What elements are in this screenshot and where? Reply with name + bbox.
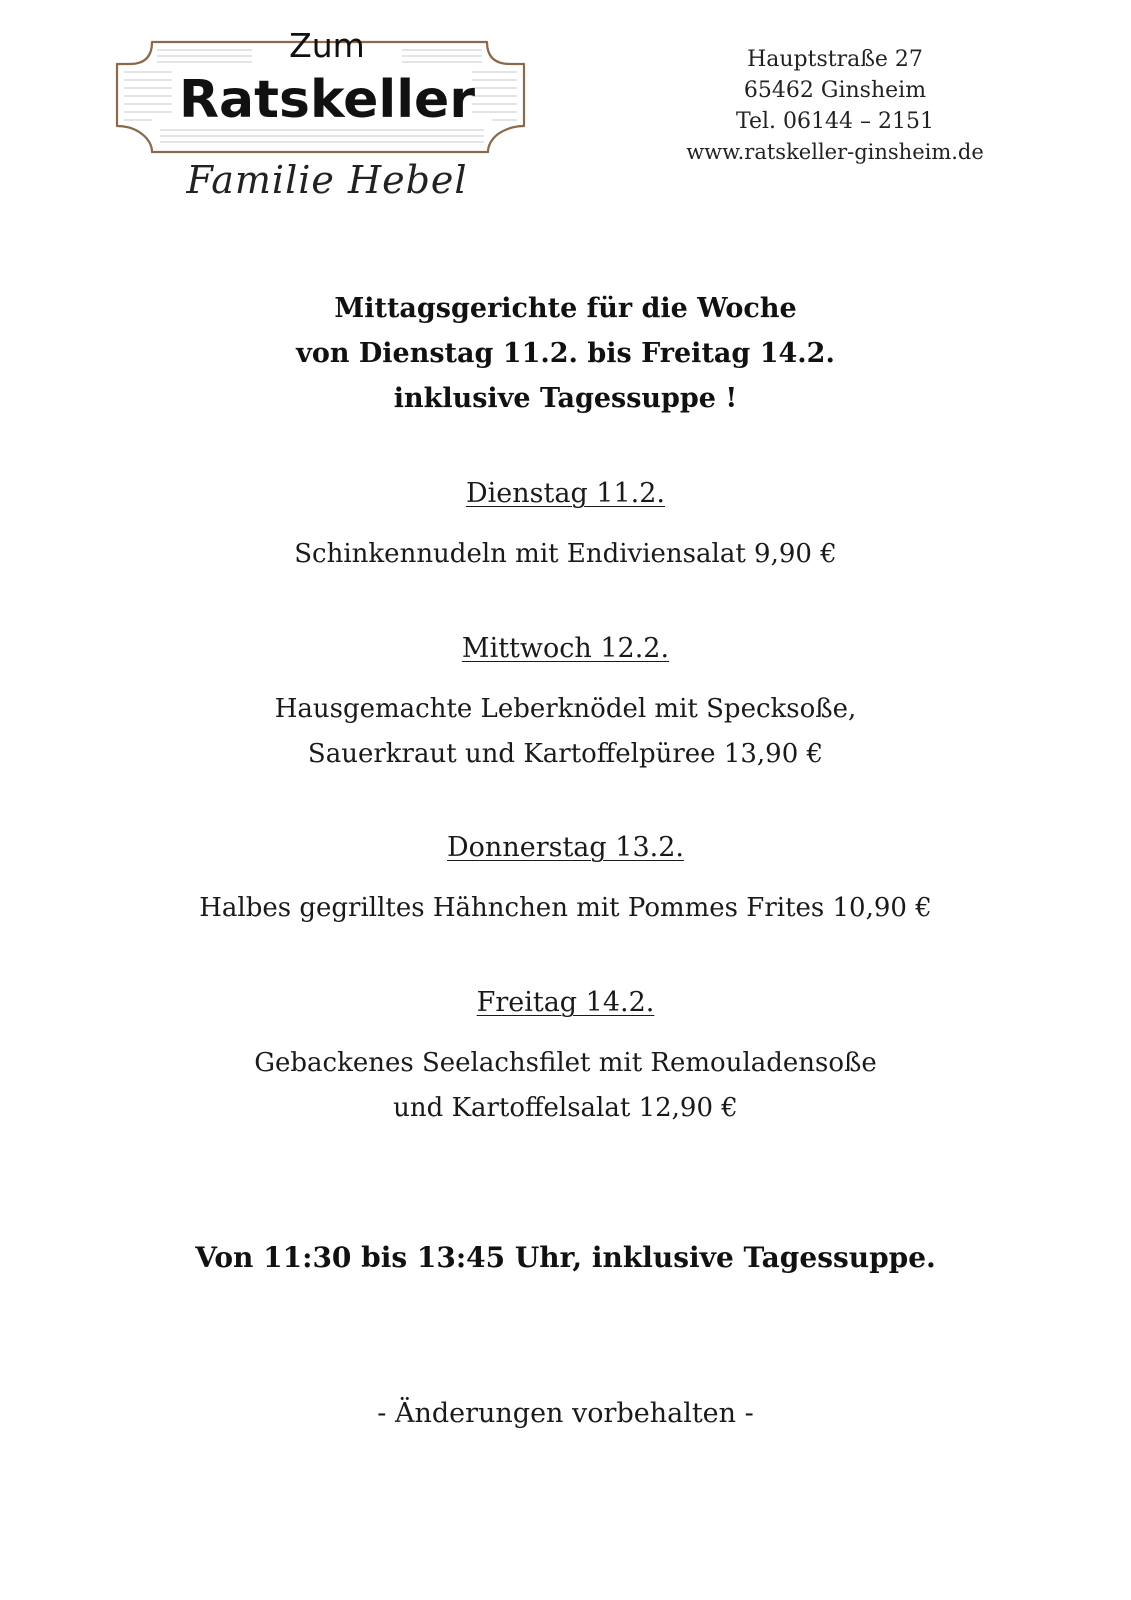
- day-title: Dienstag 11.2.: [465, 478, 666, 509]
- day-title: Mittwoch 12.2.: [461, 633, 670, 664]
- menu-heading: [0, 286, 1131, 421]
- day-title: Donnerstag 13.2.: [447, 832, 684, 863]
- logo-restaurant-name: Ratskeller: [179, 70, 475, 130]
- address-phone: Tel. 06144 – 2151: [736, 109, 934, 134]
- heading-line-3: inklusive Tagessuppe !: [393, 383, 738, 414]
- logo-zum-text: Zum: [289, 26, 365, 65]
- day-section-thursday: [0, 830, 1131, 931]
- address-city: 65462 Ginsheim: [743, 78, 927, 103]
- dish-line: Sauerkraut und Kartoffelpüree 13,90 €: [307, 739, 824, 769]
- disclaimer-note: - Änderungen vorbehalten -: [377, 1398, 754, 1429]
- day-section-wednesday: [0, 631, 1131, 777]
- heading-line-2: von Dienstag 11.2. bis Freitag 14.2.: [296, 338, 835, 369]
- dish-line: Hausgemachte Leberknödel mit Specksoße,: [274, 694, 857, 724]
- dish-line: Schinkennudeln mit Endiviensalat 9,90 €: [294, 539, 837, 569]
- address-block: [655, 44, 1015, 168]
- logo-family-signature: Familie Hebel: [186, 158, 468, 202]
- address-website: www.ratskeller-ginsheim.de: [686, 140, 984, 164]
- day-section-friday: [0, 985, 1131, 1131]
- heading-line-1: Mittagsgerichte für die Woche: [334, 293, 797, 324]
- dish-line: Gebackenes Seelachsfilet mit Remouladensoße: [254, 1048, 877, 1078]
- day-section-tuesday: [0, 476, 1131, 577]
- day-title: Freitag 14.2.: [476, 987, 655, 1018]
- address-street: Hauptstraße 27: [747, 47, 923, 72]
- serving-hours: Von 11:30 bis 13:45 Uhr, inklusive Tagessuppe.: [195, 1241, 936, 1274]
- dish-line: Halbes gegrilltes Hähnchen mit Pommes Frites 10,90 €: [199, 893, 932, 923]
- restaurant-logo: [112, 26, 542, 206]
- dish-line: und Kartoffelsalat 12,90 €: [393, 1093, 738, 1123]
